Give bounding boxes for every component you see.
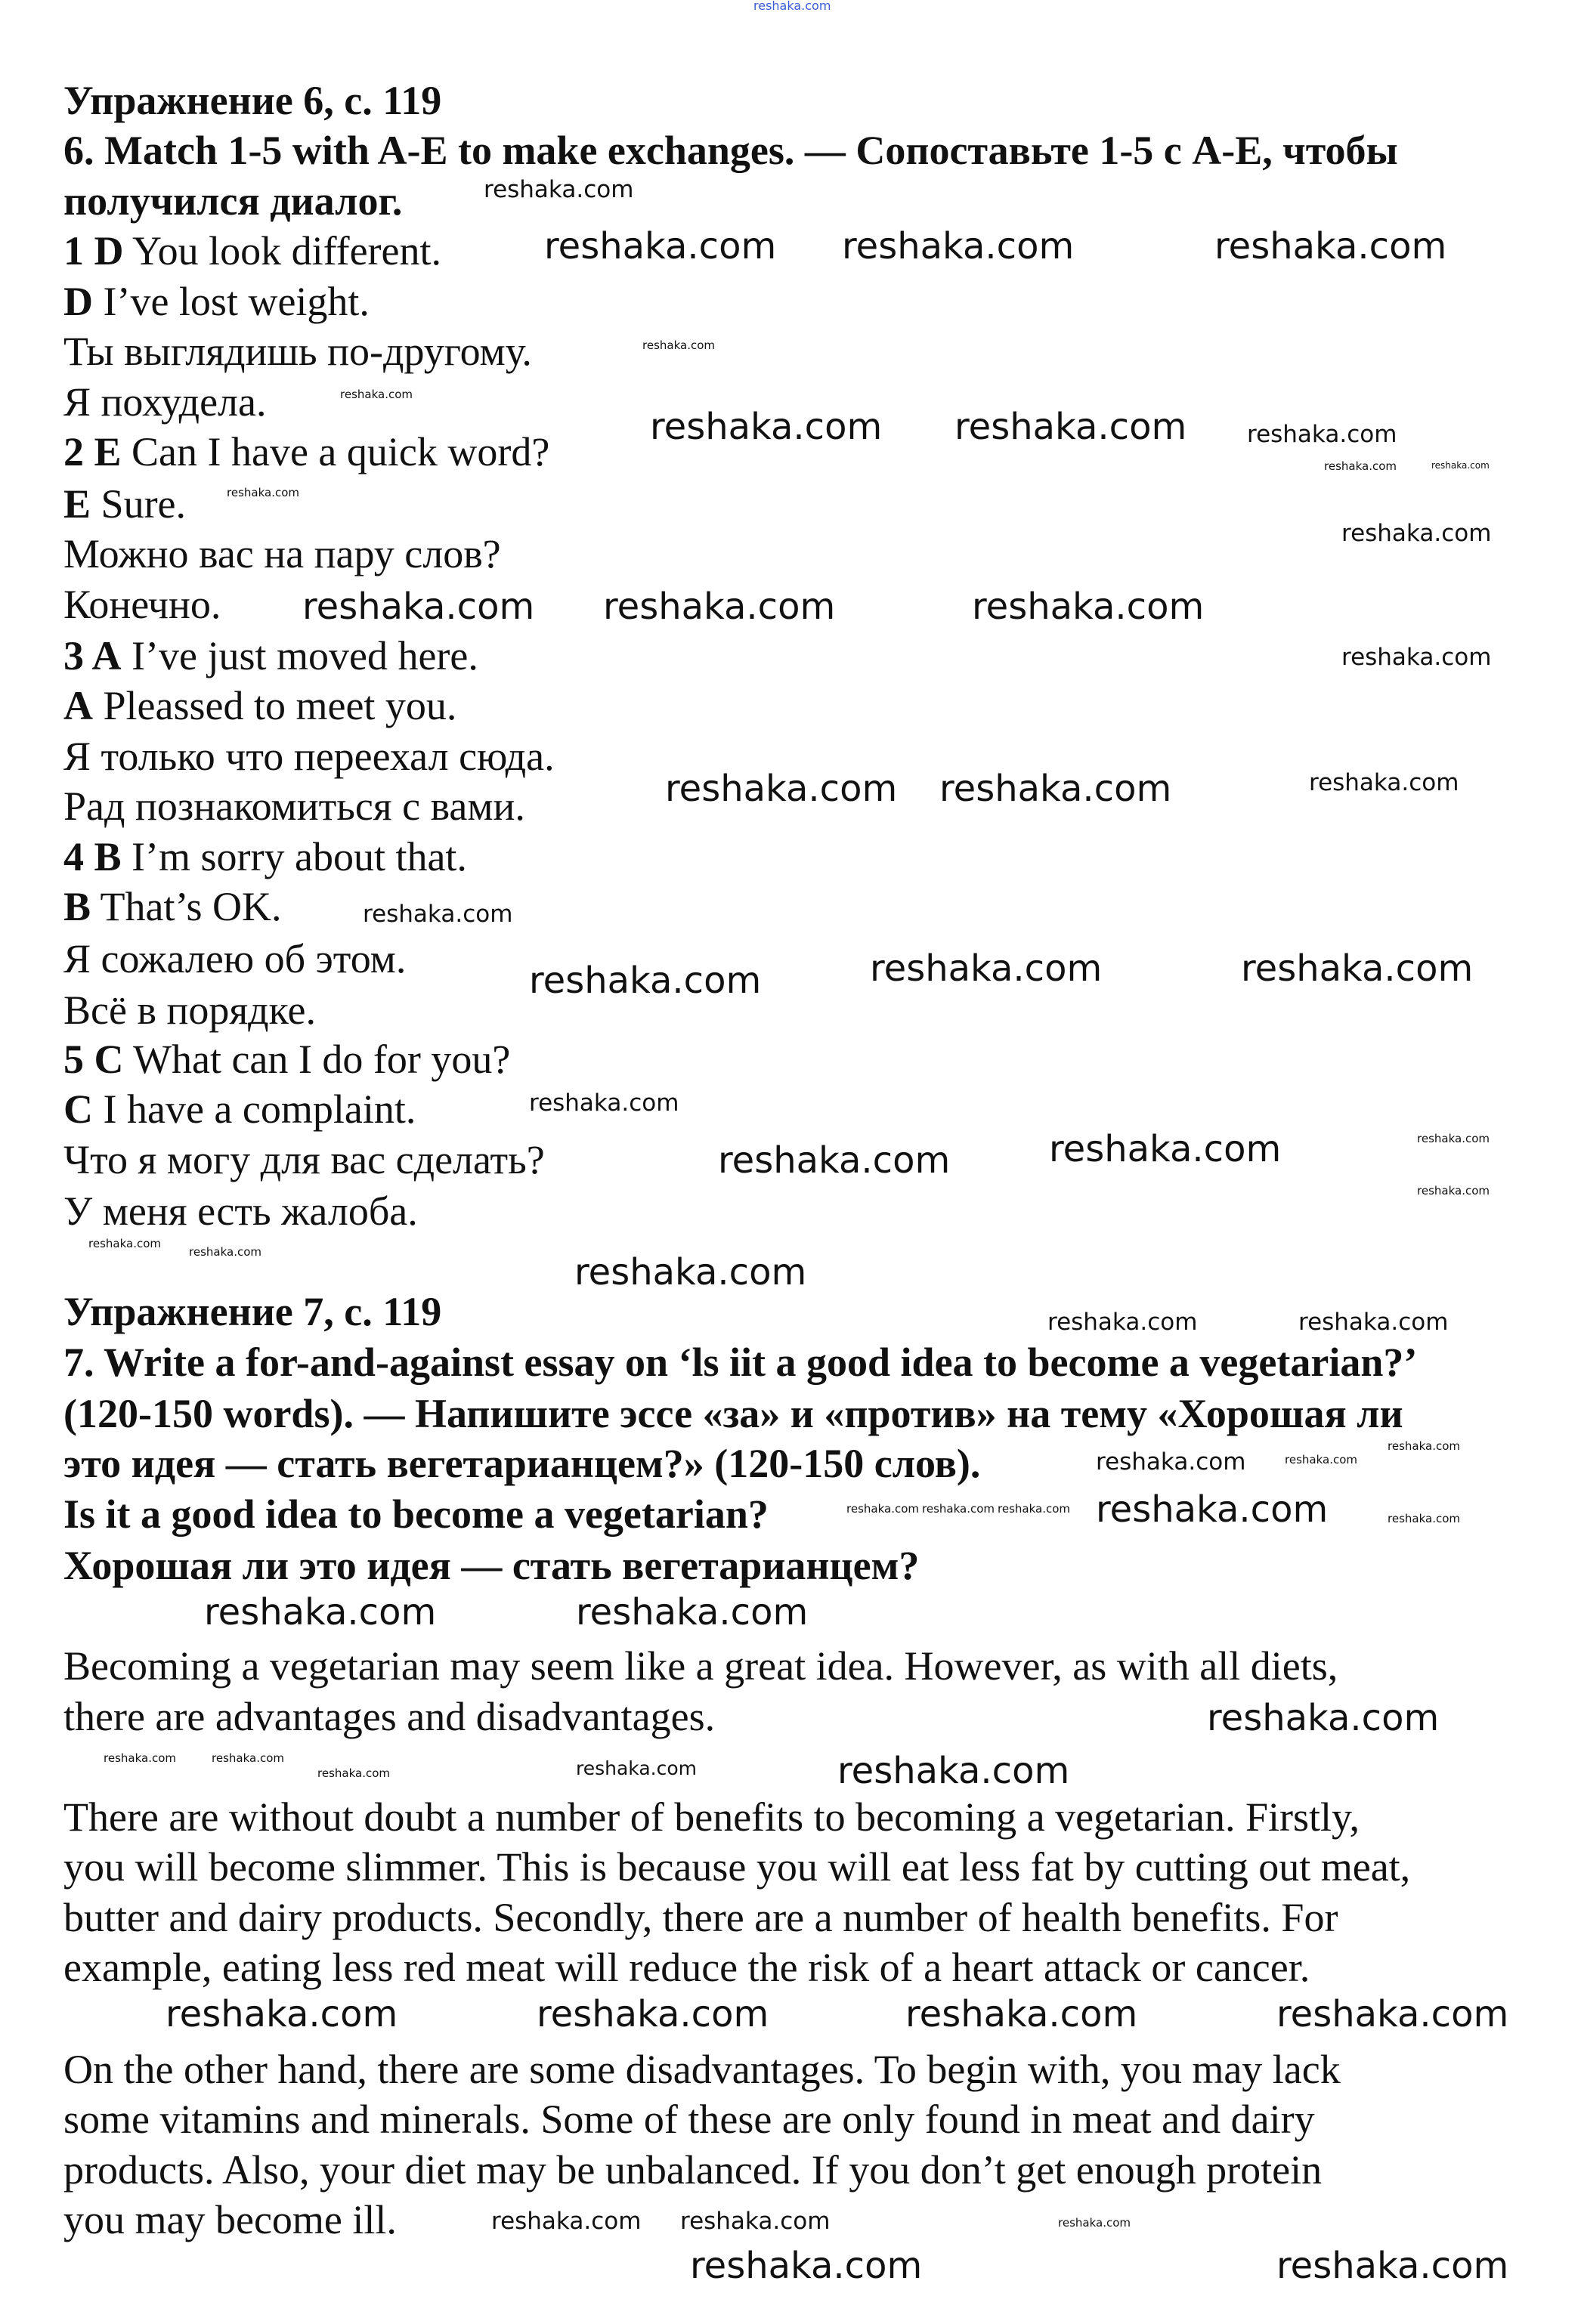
item-text: I’m sorry about that.	[121, 834, 467, 879]
watermark: reshaka.com	[1298, 1309, 1449, 1336]
item-2-question-translation	[63, 531, 501, 576]
watermark: reshaka.com	[1207, 1697, 1440, 1739]
watermark: reshaka.com	[1096, 1488, 1329, 1531]
watermark: reshaka.com	[104, 1751, 176, 1765]
item-text: Pleassed to meet you.	[93, 683, 457, 728]
watermark: reshaka.com	[1341, 520, 1492, 547]
exercise-7-instruction: 7. Write a for-and-against essay on ‘ls iit a good idea to become a vegetarian?’	[63, 1340, 1418, 1385]
essay-line: some vitamins and minerals. Some of these are only found in meat and dairy	[63, 2097, 1315, 2142]
watermark: reshaka.com	[939, 768, 1172, 810]
exercise-7-instruction: это идея — стать вегетарианцем?» (120-150 слов).	[63, 1441, 981, 1486]
exercise-6-heading: Упражнение 6, с. 119	[63, 78, 442, 123]
watermark: reshaka.com	[529, 1089, 679, 1117]
watermark: reshaka.com	[189, 1245, 261, 1259]
item-text: What can I do for you?	[123, 1037, 511, 1082]
watermark: reshaka.com	[544, 225, 777, 267]
item-text: Я сожалею об этом.	[63, 936, 407, 981]
watermark: reshaka.com	[212, 1751, 284, 1765]
watermark: reshaka.com	[1049, 1128, 1282, 1170]
item-text: Рад познакомиться с вами.	[63, 783, 525, 829]
item-5-answer-line	[63, 1086, 416, 1132]
watermark: reshaka.com	[954, 406, 1187, 448]
watermark: reshaka.com	[576, 1757, 697, 1779]
watermark: reshaka.com	[718, 1139, 951, 1182]
watermark: reshaka.com	[1388, 1512, 1460, 1525]
item-text: Можно вас на пару слов?	[63, 531, 501, 576]
watermark: reshaka.com	[846, 1502, 919, 1516]
item-1-answer-line	[63, 279, 370, 324]
watermark: reshaka.com	[537, 1993, 769, 2035]
essay-line: On the other hand, there are some disadvantages. To begin with, you may lack	[63, 2047, 1341, 2092]
item-5-answer-translation	[63, 1188, 418, 1234]
essay-line: products. Also, your diet may be unbalanced. If you don’t get enough protein	[63, 2147, 1323, 2193]
watermark: reshaka.com	[227, 486, 299, 499]
item-3-answer-translation	[63, 783, 525, 829]
essay-line: butter and dairy products. Secondly, there are a number of health benefits. For	[63, 1895, 1338, 1940]
essay-line: you will become slimmer. This is because you will eat less fat by cutting out meat,	[63, 1844, 1411, 1890]
watermark: reshaka.com	[1285, 1453, 1357, 1466]
watermark: reshaka.com	[340, 388, 413, 401]
watermark: reshaka.com	[529, 960, 762, 1002]
item-text: Ты выглядишь по-другому.	[63, 329, 532, 374]
watermark: reshaka.com	[922, 1502, 995, 1516]
item-label: 4 B	[63, 834, 122, 879]
watermark: reshaka.com	[1276, 1993, 1509, 2035]
watermark: reshaka.com	[1388, 1439, 1460, 1453]
watermark: reshaka.com	[1047, 1309, 1198, 1336]
watermark: reshaka.com	[204, 1591, 437, 1633]
item-text: That’s OK.	[91, 884, 282, 929]
item-text: Я похудела.	[63, 379, 267, 425]
item-text: Всё в порядке.	[63, 987, 317, 1033]
watermark: reshaka.com	[363, 901, 513, 928]
essay-line: There are without doubt a number of benefits to becoming a vegetarian. Firstly,	[63, 1794, 1360, 1840]
watermark: reshaka.com	[842, 225, 1075, 267]
watermark: reshaka.com	[1431, 460, 1490, 471]
watermark: reshaka.com	[1214, 225, 1447, 267]
watermark: reshaka.com	[302, 586, 535, 628]
item-label: A	[63, 683, 93, 728]
item-1-question-translation	[63, 329, 532, 374]
item-5-question-line	[63, 1037, 510, 1082]
item-text: I’ve just moved here.	[121, 633, 478, 678]
watermark: reshaka.com	[317, 1766, 390, 1780]
essay-line: Becoming a vegetarian may seem like a great idea. However, as with all diets,	[63, 1643, 1338, 1689]
item-2-answer-translation	[63, 582, 221, 627]
item-text: Конечно.	[63, 582, 221, 627]
watermark: reshaka.com	[1417, 1132, 1490, 1145]
item-1-answer-translation	[63, 379, 266, 425]
exercise-6-instruction: 6. Match 1-5 with A-E to make exchanges. — Сопоставьте 1-5 с A-E, чтобы	[63, 128, 1398, 173]
watermark: reshaka.com	[998, 1502, 1070, 1516]
item-label: D	[63, 279, 93, 324]
essay-title-ru: Хорошая ли это идея — стать вегетарианцем?	[63, 1543, 920, 1588]
watermark: reshaka.com	[650, 406, 883, 448]
item-text: I have a complaint.	[93, 1086, 416, 1132]
watermark: reshaka.com	[1341, 644, 1492, 671]
exercise-7-instruction: (120-150 words). — Напишите эссе «за» и «против» на тему «Хорошая ли	[63, 1391, 1403, 1436]
watermark: reshaka.com	[491, 2208, 642, 2235]
watermark: reshaka.com	[642, 338, 715, 352]
essay-line: example, eating less red meat will reduce the risk of a heart attack or cancer.	[63, 1945, 1310, 1990]
watermark: reshaka.com	[576, 1591, 809, 1633]
item-label: 1 D	[63, 228, 124, 274]
item-3-question-translation	[63, 734, 555, 779]
item-label: 2 E	[63, 429, 122, 474]
item-text: Я только что переехал сюда.	[63, 734, 555, 779]
item-label: E	[63, 481, 91, 527]
watermark: reshaka.com	[870, 947, 1103, 990]
watermark: reshaka.com	[574, 1251, 807, 1293]
watermark: reshaka.com	[1324, 459, 1397, 473]
item-label: 5 C	[63, 1037, 124, 1082]
item-text: I’ve lost weight.	[93, 279, 370, 324]
exercise-7-heading: Упражнение 7, с. 119	[63, 1289, 442, 1334]
item-5-question-translation	[63, 1137, 545, 1182]
item-4-answer-translation	[63, 987, 316, 1033]
item-text: У меня есть жалоба.	[63, 1188, 418, 1234]
watermark: reshaka.com	[905, 1993, 1138, 2035]
watermark: reshaka.com	[1096, 1448, 1246, 1476]
watermark: reshaka.com	[166, 1993, 398, 2035]
watermark: reshaka.com	[972, 586, 1205, 628]
item-text: Sure.	[91, 481, 187, 527]
watermark: reshaka.com	[1309, 769, 1459, 796]
item-2-answer-line	[63, 481, 186, 527]
watermark: reshaka.com	[1417, 1184, 1490, 1198]
watermark: reshaka.com	[753, 0, 831, 13]
watermark: reshaka.com	[1276, 2245, 1509, 2287]
item-2-question-line	[63, 429, 549, 474]
essay-line: you may become ill.	[63, 2197, 397, 2242]
watermark: reshaka.com	[680, 2208, 831, 2235]
watermark: reshaka.com	[88, 1237, 161, 1250]
item-text: You look different.	[123, 228, 442, 274]
item-3-question-line	[63, 633, 478, 678]
watermark: reshaka.com	[1058, 2216, 1131, 2230]
exercise-6-instruction: получился диалог.	[63, 178, 403, 224]
watermark: reshaka.com	[690, 2245, 923, 2287]
item-text: Что я могу для вас сделать?	[63, 1137, 545, 1182]
item-3-answer-line	[63, 683, 456, 728]
item-1-question-line	[63, 228, 441, 274]
watermark: reshaka.com	[837, 1750, 1070, 1792]
watermark: reshaka.com	[665, 768, 898, 810]
item-label: C	[63, 1086, 93, 1132]
item-text: Can I have a quick word?	[121, 429, 550, 474]
item-4-answer-line	[63, 884, 282, 929]
essay-line: there are advantages and disadvantages.	[63, 1694, 716, 1739]
item-label: 3 A	[63, 633, 122, 678]
watermark: reshaka.com	[484, 176, 634, 203]
watermark: reshaka.com	[603, 586, 836, 628]
item-label: B	[63, 884, 91, 929]
watermark: reshaka.com	[1247, 421, 1397, 448]
essay-title-en: Is it a good idea to become a vegetarian?	[63, 1491, 769, 1537]
item-4-question-translation	[63, 936, 406, 981]
watermark: reshaka.com	[1241, 947, 1474, 990]
item-4-question-line	[63, 834, 467, 879]
